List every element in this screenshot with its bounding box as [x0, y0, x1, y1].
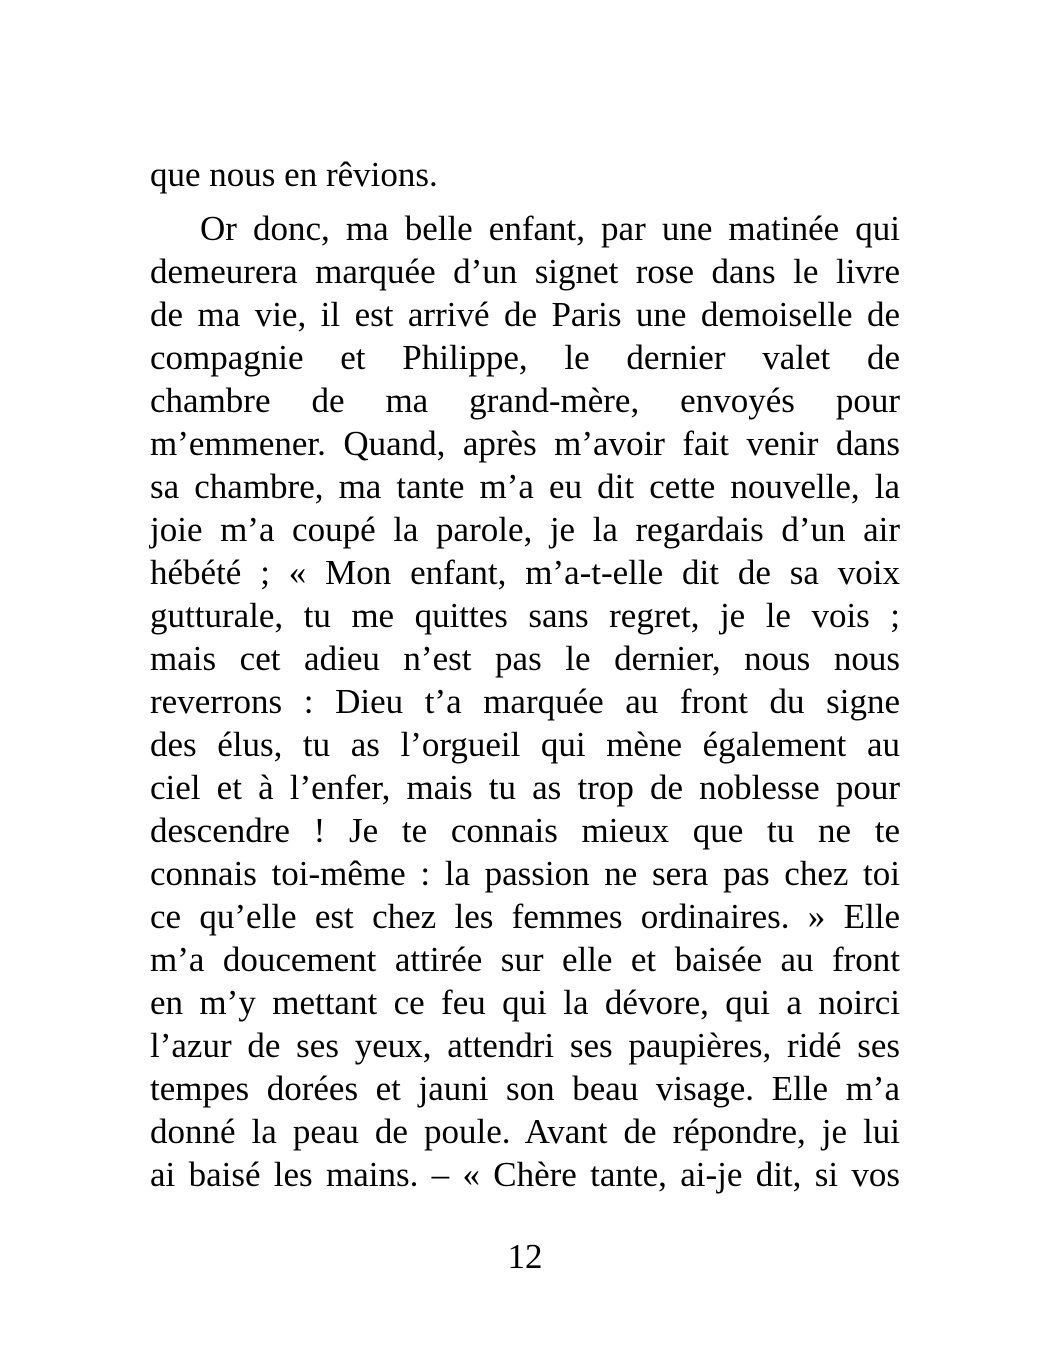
text-line: connais toi-même : la passion ne sera pas chez toi	[150, 854, 900, 893]
page-number: 12	[507, 1237, 543, 1276]
text-line: en m’y mettant ce feu qui la dévore, qui a noirci	[150, 983, 900, 1022]
text-line: descendre ! Je te connais mieux que tu ne te	[150, 811, 900, 850]
text-line: hébété ; « Mon enfant, m’a-t-elle dit de sa voix	[150, 553, 900, 592]
text-line: que nous en rêvions.	[150, 155, 438, 194]
text-line: ciel et à l’enfer, mais tu as trop de noblesse pour	[150, 768, 900, 807]
text-line: chambre de ma grand-mère, envoyés pour	[150, 381, 900, 420]
paragraph	[150, 207, 900, 1196]
page-text-block	[150, 153, 900, 1196]
text-line: de ma vie, il est arrivé de Paris une demoiselle de	[150, 295, 900, 334]
text-line: ai baisé les mains. – « Chère tante, ai-je dit, si vos	[150, 1155, 900, 1194]
text-line: sa chambre, ma tante m’a eu dit cette nouvelle, la	[150, 467, 900, 506]
paragraph	[150, 153, 900, 196]
text-line: reverrons : Dieu t’a marquée au front du signe	[150, 682, 900, 721]
text-line: ce qu’elle est chez les femmes ordinaires. » Elle	[150, 897, 900, 936]
text-line: m’a doucement attirée sur elle et baisée au front	[150, 940, 900, 979]
text-line: donné la peau de poule. Avant de répondre, je lui	[150, 1112, 900, 1151]
text-line: demeurera marquée d’un signet rose dans le livre	[150, 252, 900, 291]
text-line: mais cet adieu n’est pas le dernier, nous nous	[150, 639, 900, 678]
page-footer	[150, 1235, 900, 1278]
text-line: Or donc, ma belle enfant, par une matinée qui	[200, 209, 900, 248]
text-line: des élus, tu as l’orgueil qui mène également au	[150, 725, 900, 764]
text-line: joie m’a coupé la parole, je la regardais d’un air	[150, 510, 900, 549]
text-line: l’azur de ses yeux, attendri ses paupières, ridé ses	[150, 1026, 900, 1065]
text-line: tempes dorées et jauni son beau visage. Elle m’a	[150, 1069, 900, 1108]
text-line: m’emmener. Quand, après m’avoir fait venir dans	[150, 424, 900, 463]
text-line: compagnie et Philippe, le dernier valet de	[150, 338, 900, 377]
text-line: gutturale, tu me quittes sans regret, je le vois ;	[150, 596, 900, 635]
